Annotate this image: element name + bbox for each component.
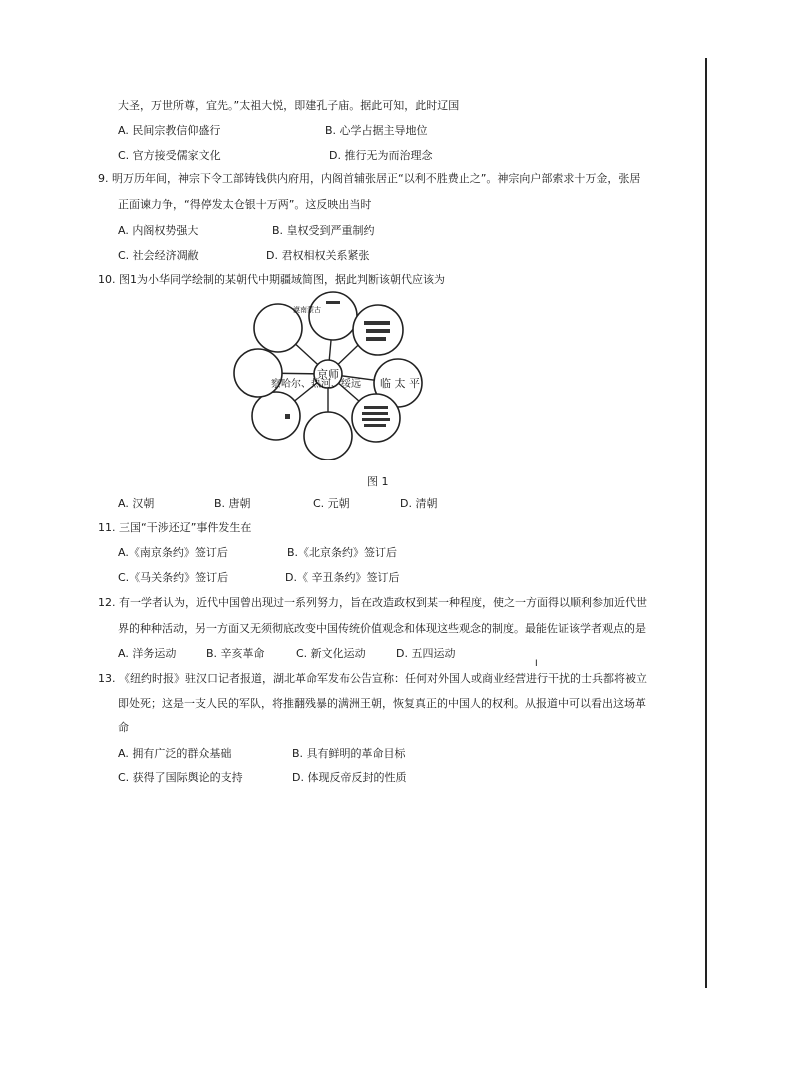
q8-option-a: A. 民间宗教信仰盛行 [118, 124, 221, 137]
q12-option-d: D. 五四运动 [396, 647, 456, 660]
q13-stem-line2: 即处死；这是一支人民的军队，将推翻残暴的满洲王朝，恢复真正的中国人的权利。从报道中可以看出这场革 [118, 697, 646, 710]
q10-option-d: D. 清朝 [400, 497, 438, 510]
diagram-node-bottom [304, 412, 352, 460]
q11-option-b: B.《北京条约》签订后 [287, 546, 398, 559]
q8-option-d: D. 推行无为而治理念 [329, 149, 433, 162]
q9-stem-line1: 9. 明万历年间，神宗下令工部铸钱供内府用，内阁首辅张居正“以利不胜费止之”。神宗向户部索求十万金，张居 [98, 172, 641, 185]
q10-figure-caption: 图 1 [367, 475, 389, 488]
diagram-node-right-label: 临 太 平 [380, 377, 420, 390]
q12-stem-line1: 12. 有一学者认为，近代中国曾出现过一系列努力，旨在改造政权到某一种程度，使之一方面得以顺利参加近代世 [98, 596, 647, 609]
q13-option-b: B. 具有鲜明的革命目标 [292, 747, 406, 760]
q12-option-c: C. 新文化运动 [296, 647, 366, 660]
diagram-center-label: 京师 [317, 368, 339, 381]
q11-stem-line1: 11. 三国“干涉还辽”事件发生在 [98, 521, 252, 534]
q10-option-c: C. 元朝 [313, 497, 350, 510]
q10-territory-diagram [228, 288, 428, 460]
page-margin-rule [705, 58, 707, 988]
q9-option-d: D. 君权相权关系紧张 [266, 249, 370, 262]
diagram-top-label: 漠南蒙古 [293, 306, 321, 314]
q9-option-a: A. 内阁权势强大 [118, 224, 199, 237]
q9-stem-line2: 正面谏力争，“得停发太仓银十万两”。这反映出当时 [118, 198, 372, 211]
q12-option-b: B. 辛亥革命 [206, 647, 265, 660]
q10-option-a: A. 汉朝 [118, 497, 155, 510]
q9-option-b: B. 皇权受到严重制约 [272, 224, 375, 237]
diagram-center-sub-label: 察哈尔、热河、绥远 [271, 379, 361, 390]
q13-stem-line1: 13. 《纽约时报》驻汉口记者报道，湖北革命军发布公告宣称：任何对外国人或商业经营进行干扰的士兵都将被立 [98, 672, 647, 685]
q10-stem-line1: 10. 图1为小华同学绘制的某朝代中期疆域简图，据此判断该朝代应该为 [98, 273, 445, 286]
q11-option-a: A.《南京条约》签订后 [118, 546, 228, 559]
q11-option-c: C.《马关条约》签订后 [118, 571, 229, 584]
q8-option-c: C. 官方接受儒家文化 [118, 149, 221, 162]
diagram-node-bottom-left [252, 392, 300, 440]
stray-mark: I [535, 659, 538, 669]
q11-option-d: D.《 辛丑条约》签订后 [285, 571, 400, 584]
q10-option-b: B. 唐朝 [214, 497, 251, 510]
q9-option-c: C. 社会经济凋敝 [118, 249, 199, 262]
q13-option-a: A. 拥有广泛的群众基础 [118, 747, 232, 760]
q13-option-c: C. 获得了国际舆论的支持 [118, 771, 243, 784]
diagram-node-top [309, 292, 357, 340]
q13-option-d: D. 体现反帝反封的性质 [292, 771, 407, 784]
q12-option-a: A. 洋务运动 [118, 647, 177, 660]
q13-stem-line3: 命 [118, 721, 129, 734]
q12-stem-line2: 界的种种活动，另一方面又无须彻底改变中国传统价值观念和体现这些观念的制度。最能佐证该学者观点的是 [118, 622, 646, 635]
q8-option-b: B. 心学占据主导地位 [325, 124, 428, 137]
q8-stem-tail: 大圣，万世所尊，宜先。”太祖大悦，即建孔子庙。据此可知，此时辽国 [118, 99, 460, 112]
